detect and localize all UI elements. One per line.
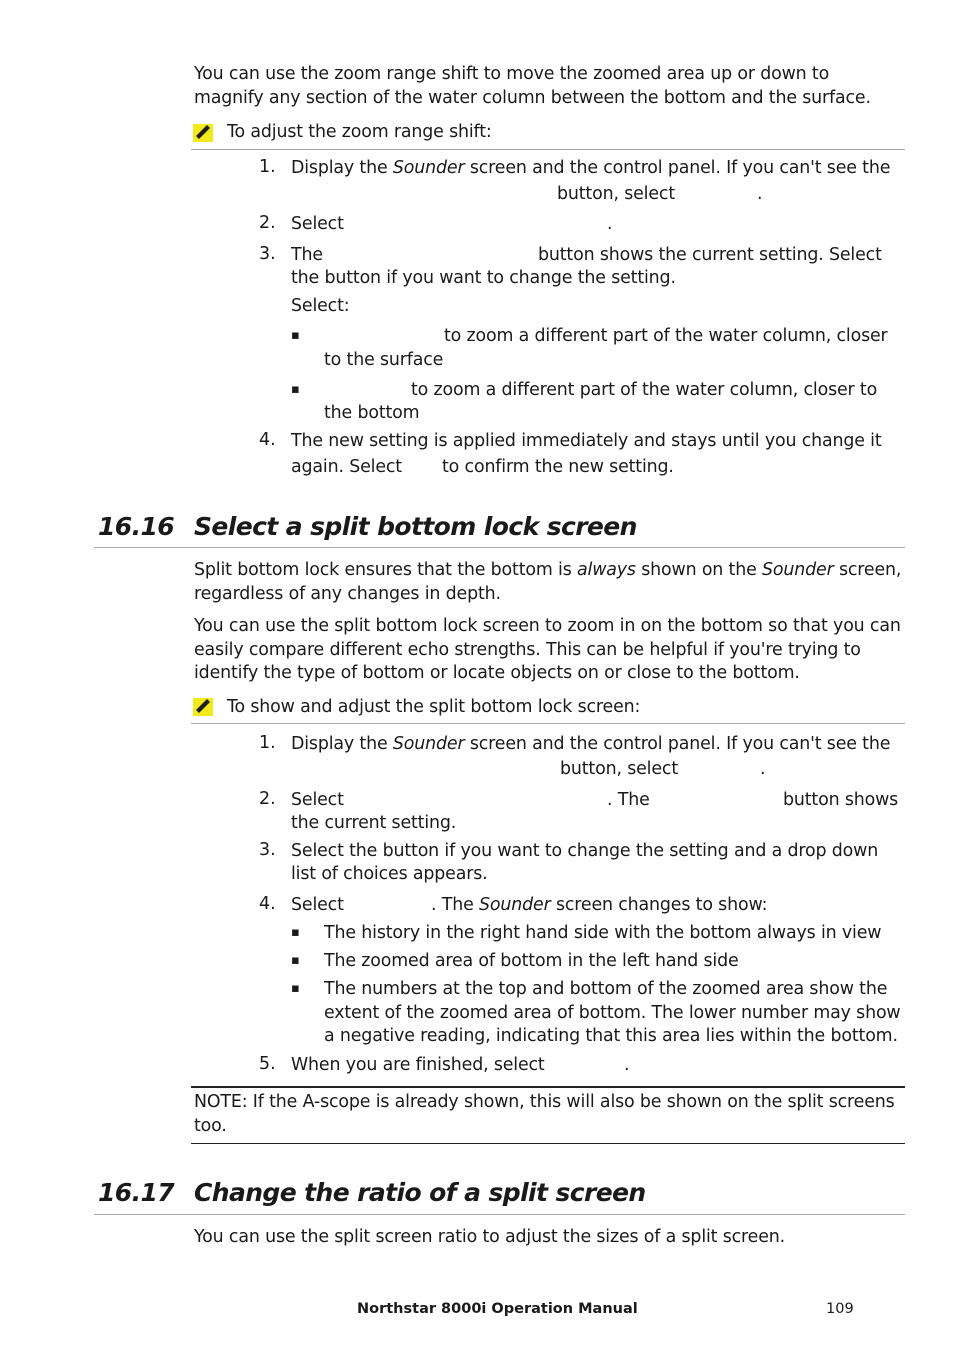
step-number: 3. <box>259 840 276 860</box>
note-text: NOTE: If the A-scope is already shown, this will also be shown on the split screens too. <box>194 1092 895 1136</box>
step-number: 5. <box>259 1054 276 1074</box>
step-text: button shows <box>783 790 899 810</box>
step-text: again. Select <box>291 457 402 477</box>
step-text: the current setting. <box>291 813 457 833</box>
bullet-mark: ▪ <box>291 382 300 397</box>
bullet-text: The zoomed area of bottom in the left hand side <box>324 951 739 971</box>
step-text: . <box>607 214 613 234</box>
bullet-mark: ▪ <box>291 925 300 940</box>
paragraph: regardless of any changes in depth. <box>194 584 501 604</box>
paragraph: You can use the split bottom lock screen to zoom in on the bottom so that you can easily compare different echo strengths. This can be helpful if you're trying to identify the type of bottom or locate objects on or close to the bottom. <box>194 616 901 683</box>
step-number: 4. <box>259 430 276 450</box>
step-text: list of choices appears. <box>291 864 488 884</box>
step-text: Display the Sounder screen and the control panel. If you can't see the <box>291 158 891 178</box>
procedure-title: To adjust the zoom range shift: <box>227 122 492 142</box>
bullet-mark: ▪ <box>291 953 300 968</box>
section-number: 16.16 <box>98 512 175 541</box>
step-text: Display the Sounder screen and the control panel. If you can't see the <box>291 734 891 754</box>
bullet-text: to zoom a different part of the water column, closer to <box>411 380 878 400</box>
bullet-text: The numbers at the top and bottom of the zoomed area show the extent of the zoomed area of bottom. The lower number may show a negative reading, indicating that this area lies within the bottom. <box>324 979 901 1046</box>
footer-manual-title: Northstar 8000i Operation Manual <box>357 1301 638 1317</box>
procedure-title: To show and adjust the split bottom lock screen: <box>227 697 641 717</box>
step-text: to confirm the new setting. <box>442 457 674 477</box>
step-number: 1. <box>259 157 276 177</box>
bullet-mark: ▪ <box>291 328 300 343</box>
section-title: Change the ratio of a split screen <box>194 1178 646 1207</box>
divider <box>191 723 905 724</box>
step-text: The <box>291 245 323 265</box>
step-text: Select <box>291 214 344 234</box>
bullet-text: to zoom a different part of the water column, closer <box>444 326 888 346</box>
paragraph: You can use the split screen ratio to adjust the sizes of a split screen. <box>194 1227 786 1247</box>
step-number: 2. <box>259 213 276 233</box>
step-text: button, select <box>560 759 678 779</box>
step-number: 2. <box>259 789 276 809</box>
bullet-text: the bottom <box>324 403 420 423</box>
note-rule-top <box>191 1086 905 1088</box>
step-text: . The Sounder screen changes to show: <box>431 895 768 915</box>
bullet-mark: ▪ <box>291 981 300 996</box>
step-text: . <box>624 1055 630 1075</box>
section-title: Select a split bottom lock screen <box>194 512 637 541</box>
step-number: 1. <box>259 733 276 753</box>
pencil-icon <box>193 698 213 716</box>
step-text: . The <box>607 790 650 810</box>
paragraph: Split bottom lock ensures that the bottom is always shown on the Sounder screen, <box>194 560 902 580</box>
step-text: Select: <box>291 296 350 316</box>
bullet-text: to the surface <box>324 350 444 370</box>
step-number: 4. <box>259 894 276 914</box>
section-number: 16.17 <box>98 1178 175 1207</box>
intro-paragraph: You can use the zoom range shift to move the zoomed area up or down to magnify any section of the water column between the bottom and the surface. <box>194 64 871 108</box>
step-text: . <box>760 759 766 779</box>
note-rule-bottom <box>191 1143 905 1144</box>
step-text: When you are finished, select <box>291 1055 545 1075</box>
page-number: 109 <box>826 1301 854 1317</box>
divider <box>191 149 905 150</box>
bullet-text: The history in the right hand side with the bottom always in view <box>324 923 882 943</box>
step-text: button, select <box>557 184 675 204</box>
step-text: . <box>757 184 763 204</box>
step-text: The new setting is applied immediately and stays until you change it <box>291 431 882 451</box>
step-text: button shows the current setting. Select <box>538 245 882 265</box>
step-text: Select <box>291 790 344 810</box>
step-text: Select <box>291 895 344 915</box>
pencil-icon <box>193 124 213 142</box>
step-text: Select the button if you want to change the setting and a drop down <box>291 841 879 861</box>
section-rule <box>94 1214 905 1215</box>
section-rule <box>94 547 905 548</box>
step-text: the button if you want to change the setting. <box>291 268 676 288</box>
step-number: 3. <box>259 244 276 264</box>
